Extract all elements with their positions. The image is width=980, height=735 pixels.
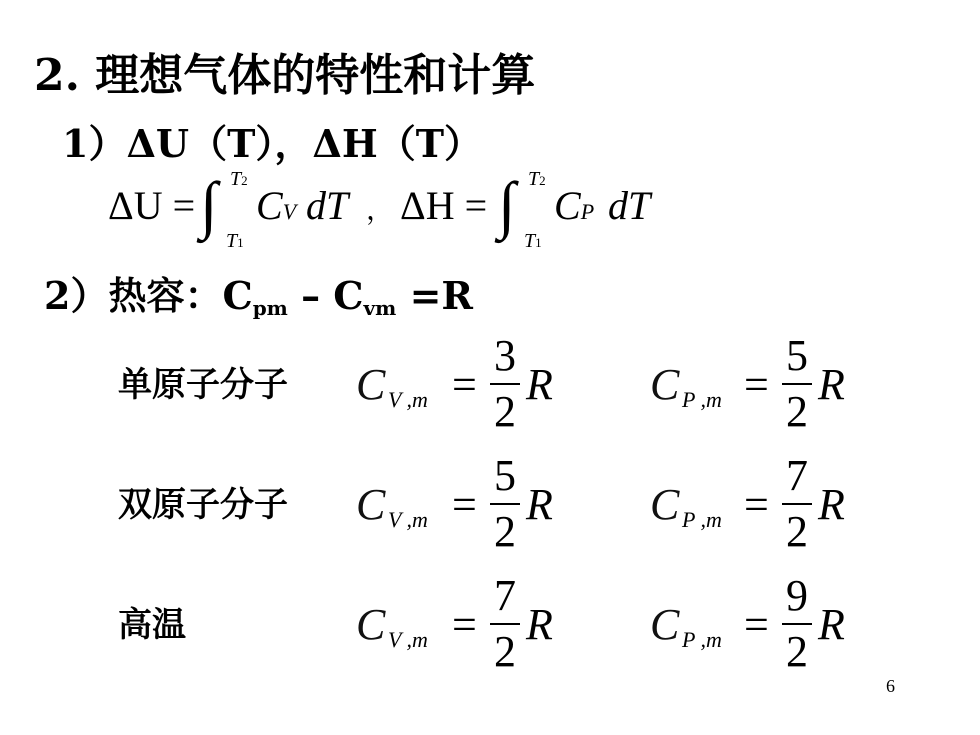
integral-sign: ∫ (200, 169, 218, 240)
gas-constant-r: R (526, 360, 553, 409)
equals-sign: = (744, 480, 769, 529)
fraction-denominator: 2 (494, 627, 516, 676)
integral-formulas (108, 168, 668, 258)
section-1-heading: 1）ΔU（T），ΔH（T） (62, 121, 483, 166)
row-label: 单原子分子 (118, 365, 288, 405)
cp-fraction (780, 571, 814, 677)
cv-subscript: V ,m (388, 387, 428, 412)
cp-symbol: C (650, 360, 680, 409)
cp-symbol: C (650, 480, 680, 529)
cv-symbol: C (356, 600, 386, 649)
section-2-heading: 2）热容：$C_{pm} - C_{vm} =R$ (44, 273, 473, 320)
lower-limit: T1 (226, 230, 244, 252)
fraction-denominator: 2 (494, 507, 516, 556)
slide-title: 2. 理想气体的特性和计算 (34, 50, 536, 101)
equals-sign: = (452, 360, 477, 409)
equals-sign: = (744, 360, 769, 409)
fraction-bar (782, 623, 812, 625)
fraction-denominator: 2 (786, 627, 808, 676)
integrand-cp: CP (554, 183, 595, 228)
equals-sign: = (744, 600, 769, 649)
fraction-numerator: 3 (494, 331, 516, 380)
fraction-bar (782, 503, 812, 505)
cv-fraction (488, 331, 522, 437)
upper-limit: T2 (230, 168, 248, 190)
delta-h-lhs: ΔH = (400, 183, 488, 228)
differential-dt: dT (306, 183, 349, 228)
equals-sign: = (452, 480, 477, 529)
fraction-numerator: 7 (786, 451, 808, 500)
fraction-numerator: 5 (494, 451, 516, 500)
row-label: 双原子分子 (118, 485, 288, 525)
cv-symbol: C (356, 480, 386, 529)
fraction-denominator: 2 (786, 387, 808, 436)
equals-sign: = (452, 600, 477, 649)
cp-subscript: P ,m (682, 507, 722, 532)
cv-fraction (488, 571, 522, 677)
row-label: 高温 (118, 605, 186, 645)
fraction-bar (490, 623, 520, 625)
gas-constant-r: R (818, 480, 845, 529)
cv-subscript: V ,m (388, 507, 428, 532)
cp-symbol: C (650, 600, 680, 649)
fraction-denominator: 2 (494, 387, 516, 436)
lower-limit: T1 (524, 230, 542, 252)
cv-symbol: C (356, 360, 386, 409)
gas-constant-r: R (818, 600, 845, 649)
fraction-bar (782, 383, 812, 385)
gas-constant-r: R (818, 360, 845, 409)
integrand-cv: CV (256, 183, 297, 228)
cp-subscript: P ,m (682, 387, 722, 412)
cp-fraction (780, 451, 814, 557)
formula-separator: ， (366, 193, 395, 226)
differential-dt: dT (608, 183, 651, 228)
fraction-bar (490, 383, 520, 385)
cv-subscript: V ,m (388, 627, 428, 652)
fraction-numerator: 7 (494, 571, 516, 620)
page-number: 6 (886, 676, 895, 696)
upper-limit: T2 (528, 168, 546, 190)
integral-sign: ∫ (498, 169, 516, 240)
cv-fraction (488, 451, 522, 557)
cp-subscript: P ,m (682, 627, 722, 652)
fraction-denominator: 2 (786, 507, 808, 556)
fraction-numerator: 5 (786, 331, 808, 380)
cp-fraction (780, 331, 814, 437)
fraction-bar (490, 503, 520, 505)
delta-u-lhs: ΔU = (108, 183, 196, 228)
gas-constant-r: R (526, 600, 553, 649)
fraction-numerator: 9 (786, 571, 808, 620)
gas-constant-r: R (526, 480, 553, 529)
